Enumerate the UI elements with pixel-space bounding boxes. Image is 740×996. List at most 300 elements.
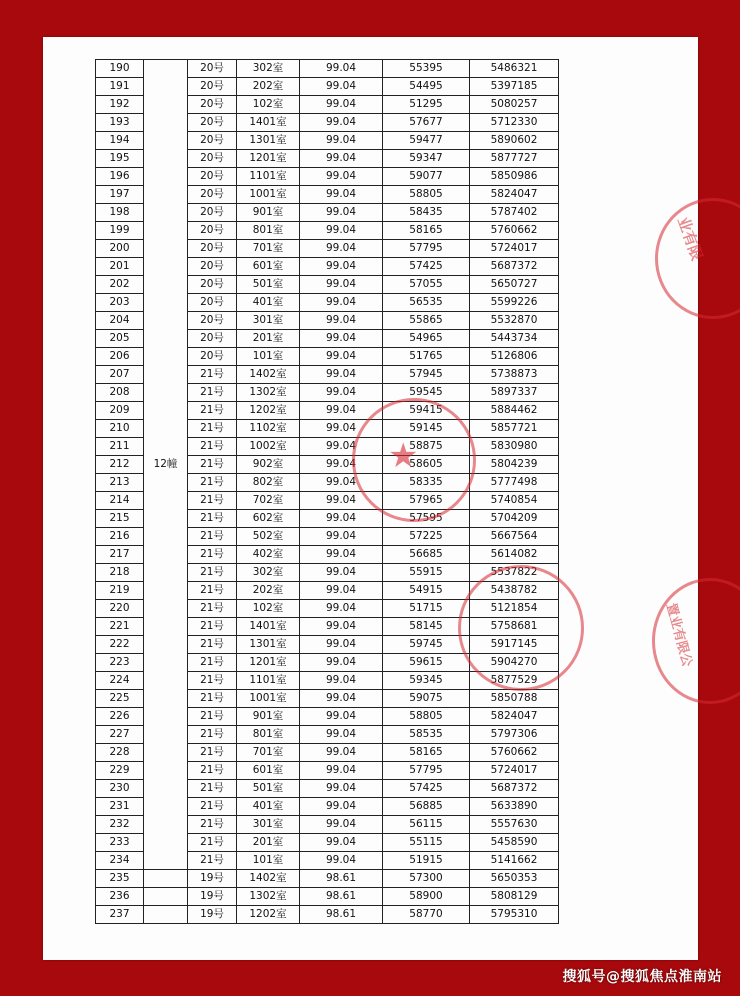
total-price-cell: 5740854 bbox=[470, 492, 559, 510]
unit-cell: 21号 bbox=[188, 546, 237, 564]
unit-price-cell: 59545 bbox=[383, 384, 470, 402]
unit-price-cell: 55115 bbox=[383, 834, 470, 852]
room-cell: 1101室 bbox=[237, 672, 300, 690]
row-number-cell: 220 bbox=[96, 600, 144, 618]
unit-price-cell: 58535 bbox=[383, 726, 470, 744]
area-cell: 99.04 bbox=[300, 834, 383, 852]
room-cell: 501室 bbox=[237, 276, 300, 294]
room-cell: 1402室 bbox=[237, 870, 300, 888]
source-watermark: 搜狐号@搜狐焦点淮南站 bbox=[562, 969, 722, 985]
unit-cell: 20号 bbox=[188, 60, 237, 78]
row-number-cell: 196 bbox=[96, 168, 144, 186]
unit-cell: 21号 bbox=[188, 690, 237, 708]
area-cell: 99.04 bbox=[300, 312, 383, 330]
room-cell: 801室 bbox=[237, 222, 300, 240]
row-number-cell: 208 bbox=[96, 384, 144, 402]
unit-price-cell: 59745 bbox=[383, 636, 470, 654]
row-number-cell: 224 bbox=[96, 672, 144, 690]
table-row bbox=[96, 870, 559, 888]
building-cell-empty bbox=[144, 906, 188, 924]
table-row bbox=[96, 888, 559, 906]
room-cell: 901室 bbox=[237, 708, 300, 726]
total-price-cell: 5890602 bbox=[470, 132, 559, 150]
row-number-cell: 204 bbox=[96, 312, 144, 330]
room-cell: 902室 bbox=[237, 456, 300, 474]
unit-price-cell: 59477 bbox=[383, 132, 470, 150]
room-cell: 601室 bbox=[237, 258, 300, 276]
row-number-cell: 202 bbox=[96, 276, 144, 294]
area-cell: 99.04 bbox=[300, 150, 383, 168]
room-cell: 1201室 bbox=[237, 150, 300, 168]
row-number-cell: 191 bbox=[96, 78, 144, 96]
unit-price-cell: 58165 bbox=[383, 222, 470, 240]
unit-price-cell: 59075 bbox=[383, 690, 470, 708]
area-cell: 99.04 bbox=[300, 330, 383, 348]
area-cell: 99.04 bbox=[300, 222, 383, 240]
unit-price-cell: 58605 bbox=[383, 456, 470, 474]
row-number-cell: 209 bbox=[96, 402, 144, 420]
total-price-cell: 5804239 bbox=[470, 456, 559, 474]
total-price-cell: 5724017 bbox=[470, 762, 559, 780]
unit-cell: 21号 bbox=[188, 510, 237, 528]
row-number-cell: 207 bbox=[96, 366, 144, 384]
unit-price-cell: 51765 bbox=[383, 348, 470, 366]
unit-cell: 19号 bbox=[188, 906, 237, 924]
total-price-cell: 5397185 bbox=[470, 78, 559, 96]
unit-cell: 21号 bbox=[188, 600, 237, 618]
unit-price-cell: 59615 bbox=[383, 654, 470, 672]
total-price-cell: 5877529 bbox=[470, 672, 559, 690]
room-cell: 201室 bbox=[237, 330, 300, 348]
area-cell: 99.04 bbox=[300, 600, 383, 618]
unit-price-cell: 58770 bbox=[383, 906, 470, 924]
building-cell-empty bbox=[144, 870, 188, 888]
unit-cell: 20号 bbox=[188, 204, 237, 222]
room-cell: 1202室 bbox=[237, 402, 300, 420]
row-number-cell: 225 bbox=[96, 690, 144, 708]
total-price-cell: 5724017 bbox=[470, 240, 559, 258]
area-cell: 99.04 bbox=[300, 204, 383, 222]
total-price-cell: 5443734 bbox=[470, 330, 559, 348]
unit-cell: 20号 bbox=[188, 294, 237, 312]
building-cell: 12幢 bbox=[144, 60, 188, 870]
total-price-cell: 5704209 bbox=[470, 510, 559, 528]
unit-cell: 19号 bbox=[188, 888, 237, 906]
unit-cell: 21号 bbox=[188, 564, 237, 582]
area-cell: 99.04 bbox=[300, 510, 383, 528]
unit-cell: 21号 bbox=[188, 636, 237, 654]
unit-cell: 20号 bbox=[188, 330, 237, 348]
area-cell: 99.04 bbox=[300, 528, 383, 546]
unit-cell: 21号 bbox=[188, 672, 237, 690]
total-price-cell: 5687372 bbox=[470, 780, 559, 798]
room-cell: 1301室 bbox=[237, 636, 300, 654]
row-number-cell: 211 bbox=[96, 438, 144, 456]
row-number-cell: 216 bbox=[96, 528, 144, 546]
area-cell: 98.61 bbox=[300, 906, 383, 924]
room-cell: 602室 bbox=[237, 510, 300, 528]
unit-cell: 21号 bbox=[188, 654, 237, 672]
row-number-cell: 212 bbox=[96, 456, 144, 474]
building-cell-empty bbox=[144, 888, 188, 906]
unit-price-cell: 51715 bbox=[383, 600, 470, 618]
total-price-cell: 5650353 bbox=[470, 870, 559, 888]
total-price-cell: 5760662 bbox=[470, 744, 559, 762]
unit-cell: 21号 bbox=[188, 834, 237, 852]
unit-price-cell: 57945 bbox=[383, 366, 470, 384]
unit-price-cell: 57425 bbox=[383, 780, 470, 798]
area-cell: 99.04 bbox=[300, 852, 383, 870]
unit-price-cell: 59145 bbox=[383, 420, 470, 438]
room-cell: 301室 bbox=[237, 312, 300, 330]
unit-cell: 20号 bbox=[188, 168, 237, 186]
room-cell: 1202室 bbox=[237, 906, 300, 924]
unit-price-cell: 57425 bbox=[383, 258, 470, 276]
room-cell: 1201室 bbox=[237, 654, 300, 672]
row-number-cell: 219 bbox=[96, 582, 144, 600]
unit-cell: 21号 bbox=[188, 852, 237, 870]
area-cell: 99.04 bbox=[300, 240, 383, 258]
unit-cell: 20号 bbox=[188, 258, 237, 276]
seal-star-icon: ★ bbox=[388, 436, 419, 476]
total-price-cell: 5614082 bbox=[470, 546, 559, 564]
unit-cell: 21号 bbox=[188, 762, 237, 780]
unit-price-cell: 56535 bbox=[383, 294, 470, 312]
unit-price-cell: 51915 bbox=[383, 852, 470, 870]
unit-cell: 21号 bbox=[188, 402, 237, 420]
room-cell: 302室 bbox=[237, 564, 300, 582]
unit-price-cell: 56885 bbox=[383, 798, 470, 816]
unit-cell: 21号 bbox=[188, 492, 237, 510]
room-cell: 701室 bbox=[237, 744, 300, 762]
room-cell: 702室 bbox=[237, 492, 300, 510]
area-cell: 98.61 bbox=[300, 870, 383, 888]
total-price-cell: 5897337 bbox=[470, 384, 559, 402]
area-cell: 99.04 bbox=[300, 636, 383, 654]
unit-price-cell: 59077 bbox=[383, 168, 470, 186]
row-number-cell: 214 bbox=[96, 492, 144, 510]
row-number-cell: 215 bbox=[96, 510, 144, 528]
total-price-cell: 5458590 bbox=[470, 834, 559, 852]
unit-cell: 20号 bbox=[188, 348, 237, 366]
total-price-cell: 5795310 bbox=[470, 906, 559, 924]
total-price-cell: 5760662 bbox=[470, 222, 559, 240]
total-price-cell: 5808129 bbox=[470, 888, 559, 906]
room-cell: 701室 bbox=[237, 240, 300, 258]
area-cell: 99.04 bbox=[300, 456, 383, 474]
room-cell: 1401室 bbox=[237, 618, 300, 636]
area-cell: 99.04 bbox=[300, 816, 383, 834]
room-cell: 502室 bbox=[237, 528, 300, 546]
area-cell: 99.04 bbox=[300, 384, 383, 402]
row-number-cell: 206 bbox=[96, 348, 144, 366]
row-number-cell: 236 bbox=[96, 888, 144, 906]
total-price-cell: 5532870 bbox=[470, 312, 559, 330]
area-cell: 99.04 bbox=[300, 708, 383, 726]
total-price-cell: 5777498 bbox=[470, 474, 559, 492]
room-cell: 402室 bbox=[237, 546, 300, 564]
total-price-cell: 5486321 bbox=[470, 60, 559, 78]
unit-cell: 21号 bbox=[188, 726, 237, 744]
area-cell: 99.04 bbox=[300, 132, 383, 150]
room-cell: 501室 bbox=[237, 780, 300, 798]
unit-price-cell: 58805 bbox=[383, 186, 470, 204]
unit-cell: 21号 bbox=[188, 708, 237, 726]
unit-cell: 20号 bbox=[188, 186, 237, 204]
unit-price-cell: 57225 bbox=[383, 528, 470, 546]
row-number-cell: 213 bbox=[96, 474, 144, 492]
area-cell: 99.04 bbox=[300, 366, 383, 384]
area-cell: 99.04 bbox=[300, 276, 383, 294]
total-price-cell: 5141662 bbox=[470, 852, 559, 870]
total-price-cell: 5633890 bbox=[470, 798, 559, 816]
total-price-cell: 5650727 bbox=[470, 276, 559, 294]
area-cell: 99.04 bbox=[300, 294, 383, 312]
total-price-cell: 5904270 bbox=[470, 654, 559, 672]
row-number-cell: 228 bbox=[96, 744, 144, 762]
area-cell: 99.04 bbox=[300, 402, 383, 420]
unit-cell: 20号 bbox=[188, 276, 237, 294]
area-cell: 99.04 bbox=[300, 564, 383, 582]
unit-cell: 20号 bbox=[188, 96, 237, 114]
row-number-cell: 226 bbox=[96, 708, 144, 726]
unit-price-cell: 58805 bbox=[383, 708, 470, 726]
room-cell: 1101室 bbox=[237, 168, 300, 186]
unit-cell: 21号 bbox=[188, 618, 237, 636]
unit-cell: 20号 bbox=[188, 222, 237, 240]
unit-cell: 20号 bbox=[188, 132, 237, 150]
area-cell: 99.04 bbox=[300, 744, 383, 762]
row-number-cell: 235 bbox=[96, 870, 144, 888]
unit-cell: 21号 bbox=[188, 582, 237, 600]
total-price-cell: 5080257 bbox=[470, 96, 559, 114]
row-number-cell: 199 bbox=[96, 222, 144, 240]
room-cell: 101室 bbox=[237, 852, 300, 870]
area-cell: 98.61 bbox=[300, 888, 383, 906]
row-number-cell: 197 bbox=[96, 186, 144, 204]
row-number-cell: 195 bbox=[96, 150, 144, 168]
seal-text-right-top: 业有限 bbox=[673, 214, 707, 263]
unit-cell: 21号 bbox=[188, 456, 237, 474]
room-cell: 202室 bbox=[237, 582, 300, 600]
row-number-cell: 222 bbox=[96, 636, 144, 654]
unit-price-cell: 55915 bbox=[383, 564, 470, 582]
row-number-cell: 190 bbox=[96, 60, 144, 78]
room-cell: 601室 bbox=[237, 762, 300, 780]
room-cell: 102室 bbox=[237, 600, 300, 618]
area-cell: 99.04 bbox=[300, 618, 383, 636]
room-cell: 1102室 bbox=[237, 420, 300, 438]
unit-price-cell: 59347 bbox=[383, 150, 470, 168]
room-cell: 1402室 bbox=[237, 366, 300, 384]
room-cell: 1401室 bbox=[237, 114, 300, 132]
room-cell: 1001室 bbox=[237, 186, 300, 204]
total-price-cell: 5857721 bbox=[470, 420, 559, 438]
row-number-cell: 217 bbox=[96, 546, 144, 564]
row-number-cell: 205 bbox=[96, 330, 144, 348]
total-price-cell: 5884462 bbox=[470, 402, 559, 420]
unit-cell: 21号 bbox=[188, 816, 237, 834]
seal-text-right-bottom: 置业有限公 bbox=[662, 601, 695, 669]
unit-cell: 21号 bbox=[188, 780, 237, 798]
total-price-cell: 5438782 bbox=[470, 582, 559, 600]
unit-price-cell: 55865 bbox=[383, 312, 470, 330]
row-number-cell: 233 bbox=[96, 834, 144, 852]
unit-price-cell: 59345 bbox=[383, 672, 470, 690]
unit-price-cell: 57965 bbox=[383, 492, 470, 510]
area-cell: 99.04 bbox=[300, 474, 383, 492]
total-price-cell: 5850788 bbox=[470, 690, 559, 708]
table-row bbox=[96, 906, 559, 924]
room-cell: 1301室 bbox=[237, 132, 300, 150]
area-cell: 99.04 bbox=[300, 492, 383, 510]
row-number-cell: 234 bbox=[96, 852, 144, 870]
unit-price-cell: 57055 bbox=[383, 276, 470, 294]
unit-price-cell: 54495 bbox=[383, 78, 470, 96]
row-number-cell: 227 bbox=[96, 726, 144, 744]
row-number-cell: 232 bbox=[96, 816, 144, 834]
unit-price-cell: 58335 bbox=[383, 474, 470, 492]
room-cell: 102室 bbox=[237, 96, 300, 114]
room-cell: 801室 bbox=[237, 726, 300, 744]
area-cell: 99.04 bbox=[300, 582, 383, 600]
unit-cell: 20号 bbox=[188, 240, 237, 258]
area-cell: 99.04 bbox=[300, 762, 383, 780]
room-cell: 401室 bbox=[237, 294, 300, 312]
unit-price-cell: 58875 bbox=[383, 438, 470, 456]
row-number-cell: 192 bbox=[96, 96, 144, 114]
row-number-cell: 194 bbox=[96, 132, 144, 150]
row-number-cell: 203 bbox=[96, 294, 144, 312]
area-cell: 99.04 bbox=[300, 258, 383, 276]
area-cell: 99.04 bbox=[300, 420, 383, 438]
unit-cell: 21号 bbox=[188, 744, 237, 762]
area-cell: 99.04 bbox=[300, 726, 383, 744]
unit-price-cell: 54965 bbox=[383, 330, 470, 348]
unit-price-cell: 57795 bbox=[383, 240, 470, 258]
unit-price-cell: 56685 bbox=[383, 546, 470, 564]
total-price-cell: 5687372 bbox=[470, 258, 559, 276]
total-price-cell: 5126806 bbox=[470, 348, 559, 366]
total-price-cell: 5797306 bbox=[470, 726, 559, 744]
total-price-cell: 5758681 bbox=[470, 618, 559, 636]
area-cell: 99.04 bbox=[300, 780, 383, 798]
total-price-cell: 5824047 bbox=[470, 186, 559, 204]
unit-price-cell: 59415 bbox=[383, 402, 470, 420]
unit-cell: 20号 bbox=[188, 150, 237, 168]
price-table bbox=[95, 59, 559, 924]
total-price-cell: 5738873 bbox=[470, 366, 559, 384]
room-cell: 302室 bbox=[237, 60, 300, 78]
room-cell: 301室 bbox=[237, 816, 300, 834]
total-price-cell: 5537822 bbox=[470, 564, 559, 582]
total-price-cell: 5824047 bbox=[470, 708, 559, 726]
unit-price-cell: 54915 bbox=[383, 582, 470, 600]
unit-cell: 20号 bbox=[188, 78, 237, 96]
unit-price-cell: 57677 bbox=[383, 114, 470, 132]
total-price-cell: 5557630 bbox=[470, 816, 559, 834]
unit-price-cell: 55395 bbox=[383, 60, 470, 78]
area-cell: 99.04 bbox=[300, 96, 383, 114]
price-table-body bbox=[96, 60, 559, 924]
row-number-cell: 231 bbox=[96, 798, 144, 816]
row-number-cell: 218 bbox=[96, 564, 144, 582]
total-price-cell: 5830980 bbox=[470, 438, 559, 456]
total-price-cell: 5667564 bbox=[470, 528, 559, 546]
unit-cell: 21号 bbox=[188, 798, 237, 816]
area-cell: 99.04 bbox=[300, 60, 383, 78]
area-cell: 99.04 bbox=[300, 114, 383, 132]
area-cell: 99.04 bbox=[300, 654, 383, 672]
room-cell: 802室 bbox=[237, 474, 300, 492]
unit-price-cell: 51295 bbox=[383, 96, 470, 114]
area-cell: 99.04 bbox=[300, 672, 383, 690]
unit-price-cell: 57795 bbox=[383, 762, 470, 780]
area-cell: 99.04 bbox=[300, 438, 383, 456]
row-number-cell: 201 bbox=[96, 258, 144, 276]
unit-cell: 21号 bbox=[188, 438, 237, 456]
row-number-cell: 210 bbox=[96, 420, 144, 438]
unit-price-cell: 58165 bbox=[383, 744, 470, 762]
room-cell: 1302室 bbox=[237, 384, 300, 402]
total-price-cell: 5599226 bbox=[470, 294, 559, 312]
unit-cell: 21号 bbox=[188, 366, 237, 384]
room-cell: 101室 bbox=[237, 348, 300, 366]
area-cell: 99.04 bbox=[300, 798, 383, 816]
area-cell: 99.04 bbox=[300, 78, 383, 96]
unit-cell: 21号 bbox=[188, 420, 237, 438]
total-price-cell: 5787402 bbox=[470, 204, 559, 222]
unit-price-cell: 58435 bbox=[383, 204, 470, 222]
area-cell: 99.04 bbox=[300, 348, 383, 366]
row-number-cell: 198 bbox=[96, 204, 144, 222]
row-number-cell: 229 bbox=[96, 762, 144, 780]
unit-price-cell: 58145 bbox=[383, 618, 470, 636]
row-number-cell: 200 bbox=[96, 240, 144, 258]
row-number-cell: 223 bbox=[96, 654, 144, 672]
row-number-cell: 193 bbox=[96, 114, 144, 132]
room-cell: 1002室 bbox=[237, 438, 300, 456]
total-price-cell: 5121854 bbox=[470, 600, 559, 618]
unit-price-cell: 56115 bbox=[383, 816, 470, 834]
total-price-cell: 5917145 bbox=[470, 636, 559, 654]
table-row bbox=[96, 60, 559, 78]
room-cell: 901室 bbox=[237, 204, 300, 222]
total-price-cell: 5712330 bbox=[470, 114, 559, 132]
unit-cell: 21号 bbox=[188, 384, 237, 402]
room-cell: 202室 bbox=[237, 78, 300, 96]
unit-price-cell: 57300 bbox=[383, 870, 470, 888]
total-price-cell: 5877727 bbox=[470, 150, 559, 168]
room-cell: 1001室 bbox=[237, 690, 300, 708]
row-number-cell: 221 bbox=[96, 618, 144, 636]
area-cell: 99.04 bbox=[300, 168, 383, 186]
area-cell: 99.04 bbox=[300, 186, 383, 204]
unit-cell: 21号 bbox=[188, 528, 237, 546]
unit-price-cell: 58900 bbox=[383, 888, 470, 906]
unit-price-cell: 57595 bbox=[383, 510, 470, 528]
room-cell: 201室 bbox=[237, 834, 300, 852]
total-price-cell: 5850986 bbox=[470, 168, 559, 186]
room-cell: 1302室 bbox=[237, 888, 300, 906]
area-cell: 99.04 bbox=[300, 546, 383, 564]
row-number-cell: 237 bbox=[96, 906, 144, 924]
row-number-cell: 230 bbox=[96, 780, 144, 798]
unit-cell: 21号 bbox=[188, 474, 237, 492]
area-cell: 99.04 bbox=[300, 690, 383, 708]
unit-cell: 20号 bbox=[188, 312, 237, 330]
unit-cell: 20号 bbox=[188, 114, 237, 132]
